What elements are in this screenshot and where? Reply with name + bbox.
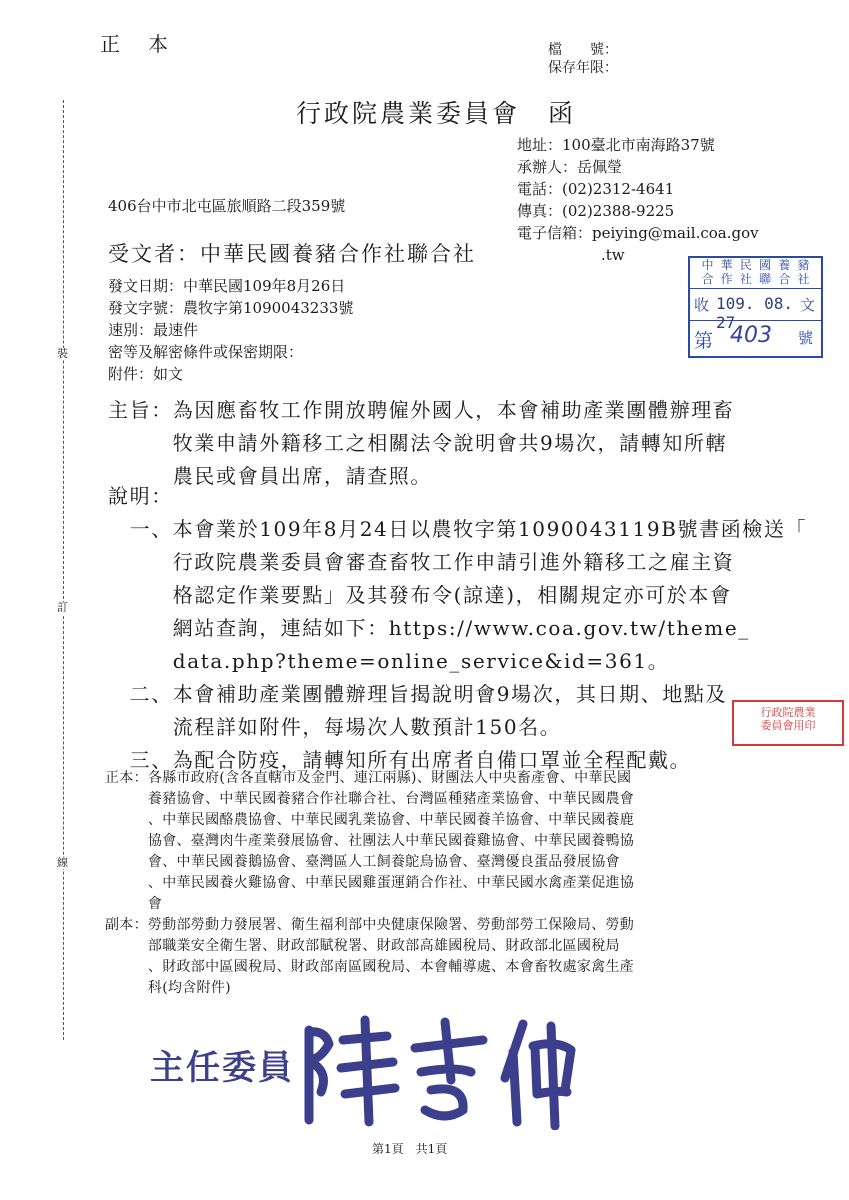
recipient-address: 406台中市北屯區旅順路二段359號 xyxy=(108,197,346,215)
copy-type-label: 正 本 xyxy=(100,32,172,56)
explanation-line: 行政院農業委員會審查畜牧工作申請引進外籍移工之雇主資 xyxy=(108,550,735,574)
stamp-wen-char: 文 xyxy=(800,296,816,314)
explanation-line: 格認定作業要點」及其發布令(諒達)，相關規定亦可於本會 xyxy=(108,583,732,607)
binding-mark-zhuang: 裝 xyxy=(57,347,68,360)
speed-class: 速別：最速件 xyxy=(108,321,199,339)
sender-handler: 承辦人：岳佩瑩 xyxy=(517,158,623,176)
binding-mark-xian: 線 xyxy=(57,856,68,869)
document-title: 行政院農業委員會 函 xyxy=(296,99,577,128)
signature-image xyxy=(295,1010,585,1130)
explanation-section xyxy=(108,480,807,777)
stamp-org-line1: 中 華 民 國 養 豬 xyxy=(701,258,810,272)
subject-line: 農民或會員出席，請查照。 xyxy=(108,464,432,488)
binding-mark-ding: 訂 xyxy=(57,601,68,614)
distribution-line: 正本：各縣市政府(含各直轄市及金門、連江兩縣)、財團法人中央畜產會、中華民國 xyxy=(105,770,632,786)
document-number: 發文字號：農牧字第1090043233號 xyxy=(108,299,354,317)
sender-fax: 傳真：(02)2388-9225 xyxy=(517,202,675,220)
subject-line: 主旨：為因應畜牧工作開放聘僱外國人，本會補助產業團體辦理畜 xyxy=(108,398,735,422)
secrecy-level: 密等及解密條件或保密期限： xyxy=(108,343,304,361)
sender-address: 地址：100臺北市南海路37號 xyxy=(517,136,715,154)
recipient: 受文者：中華民國養豬合作社聯合社 xyxy=(108,242,476,266)
signature-title: 主任委員 xyxy=(150,1048,294,1088)
distribution-main xyxy=(105,768,634,915)
issue-date: 發文日期：中華民國109年8月26日 xyxy=(108,277,346,295)
distribution-line: 協會、臺灣肉牛產業發展協會、社團法人中華民國養雞協會、中華民國養鴨協 xyxy=(105,833,635,849)
explanation-line: 流程詳如附件，每場次人數預計150名。 xyxy=(108,715,562,739)
explanation-line: 三、為配合防疫，請轉知所有出席者自備口罩並全程配戴。 xyxy=(108,748,692,772)
stamp-di-char: 第 xyxy=(694,330,714,352)
stamp-org-line2: 合 作 社 聯 合 社 xyxy=(701,272,810,286)
stamp-org xyxy=(690,258,821,289)
stamp-date: 109. 08. 27 xyxy=(716,294,794,332)
distribution-line: 科(均含附件) xyxy=(105,980,231,996)
subject-section xyxy=(108,394,734,493)
subject-line: 牧業申請外籍移工之相關法令說明會共9場次，請轉知所轄 xyxy=(108,431,728,455)
document-meta xyxy=(108,275,353,385)
explanation-line: 網站查詢，連結如下：https://www.coa.gov.tw/theme_ xyxy=(108,616,750,640)
seal-line: 委員會用印 xyxy=(760,719,816,732)
distribution-line: 部職業安全衛生署、財政部賦稅署、財政部高雄國稅局、財政部北區國稅局 xyxy=(105,938,620,954)
distribution-line: 副本：勞動部勞動力發展署、衛生福利部中央健康保險署、勞動部勞工保險局、勞動 xyxy=(105,917,635,933)
official-seal xyxy=(732,700,844,746)
distribution-line: 會、中華民國養鵝協會、臺灣區人工飼養鴕鳥協會、臺灣優良蛋品發展協會 xyxy=(105,854,620,870)
sender-phone: 電話：(02)2312-4641 xyxy=(517,180,675,198)
binding-line xyxy=(63,100,64,1040)
sender-email-cont: .tw xyxy=(601,246,625,264)
stamp-hao-char: 號 xyxy=(798,329,814,347)
retention-label: 保存年限： xyxy=(548,60,618,76)
file-number-label: 檔 號： xyxy=(548,42,618,58)
handwritten-signature xyxy=(295,1010,585,1130)
received-stamp xyxy=(688,256,823,358)
sender-info xyxy=(517,134,759,266)
distribution-line: 、中華民國養火雞協會、中華民國雞蛋運銷合作社、中華民國水禽產業促進協 xyxy=(105,875,635,891)
distribution-line: 會 xyxy=(105,896,163,912)
explanation-line: 一、本會業於109年8月24日以農牧字第1090043119B號書函檢送「 xyxy=(108,517,808,541)
explanation-line: data.php?theme=online_service&id=361。 xyxy=(108,649,670,673)
distribution-line: 、中華民國酪農協會、中華民國乳業協會、中華民國養羊協會、中華民國養鹿 xyxy=(105,812,635,828)
sender-email: 電子信箱：peiying@mail.coa.gov xyxy=(517,224,759,242)
page-footer: 第1頁 共1頁 xyxy=(372,1142,448,1156)
stamp-number: 403 xyxy=(730,323,772,348)
explanation-heading: 說明： xyxy=(108,484,173,508)
distribution-line: 、財政部中區國稅局、財政部南區國稅局、本會輔導處、本會畜牧處家禽生產 xyxy=(105,959,635,975)
attachment-note: 附件：如文 xyxy=(108,365,184,383)
stamp-recv-char: 收 xyxy=(694,296,710,314)
distribution-copy xyxy=(105,915,634,999)
seal-line: 行政院農業 xyxy=(760,706,816,719)
explanation-line: 二、本會補助產業團體辦理旨揭說明會9場次，其日期、地點及 xyxy=(108,682,728,706)
distribution-line: 養豬協會、中華民國養豬合作社聯合社、台灣區種豬產業協會、中華民國農會 xyxy=(105,791,635,807)
